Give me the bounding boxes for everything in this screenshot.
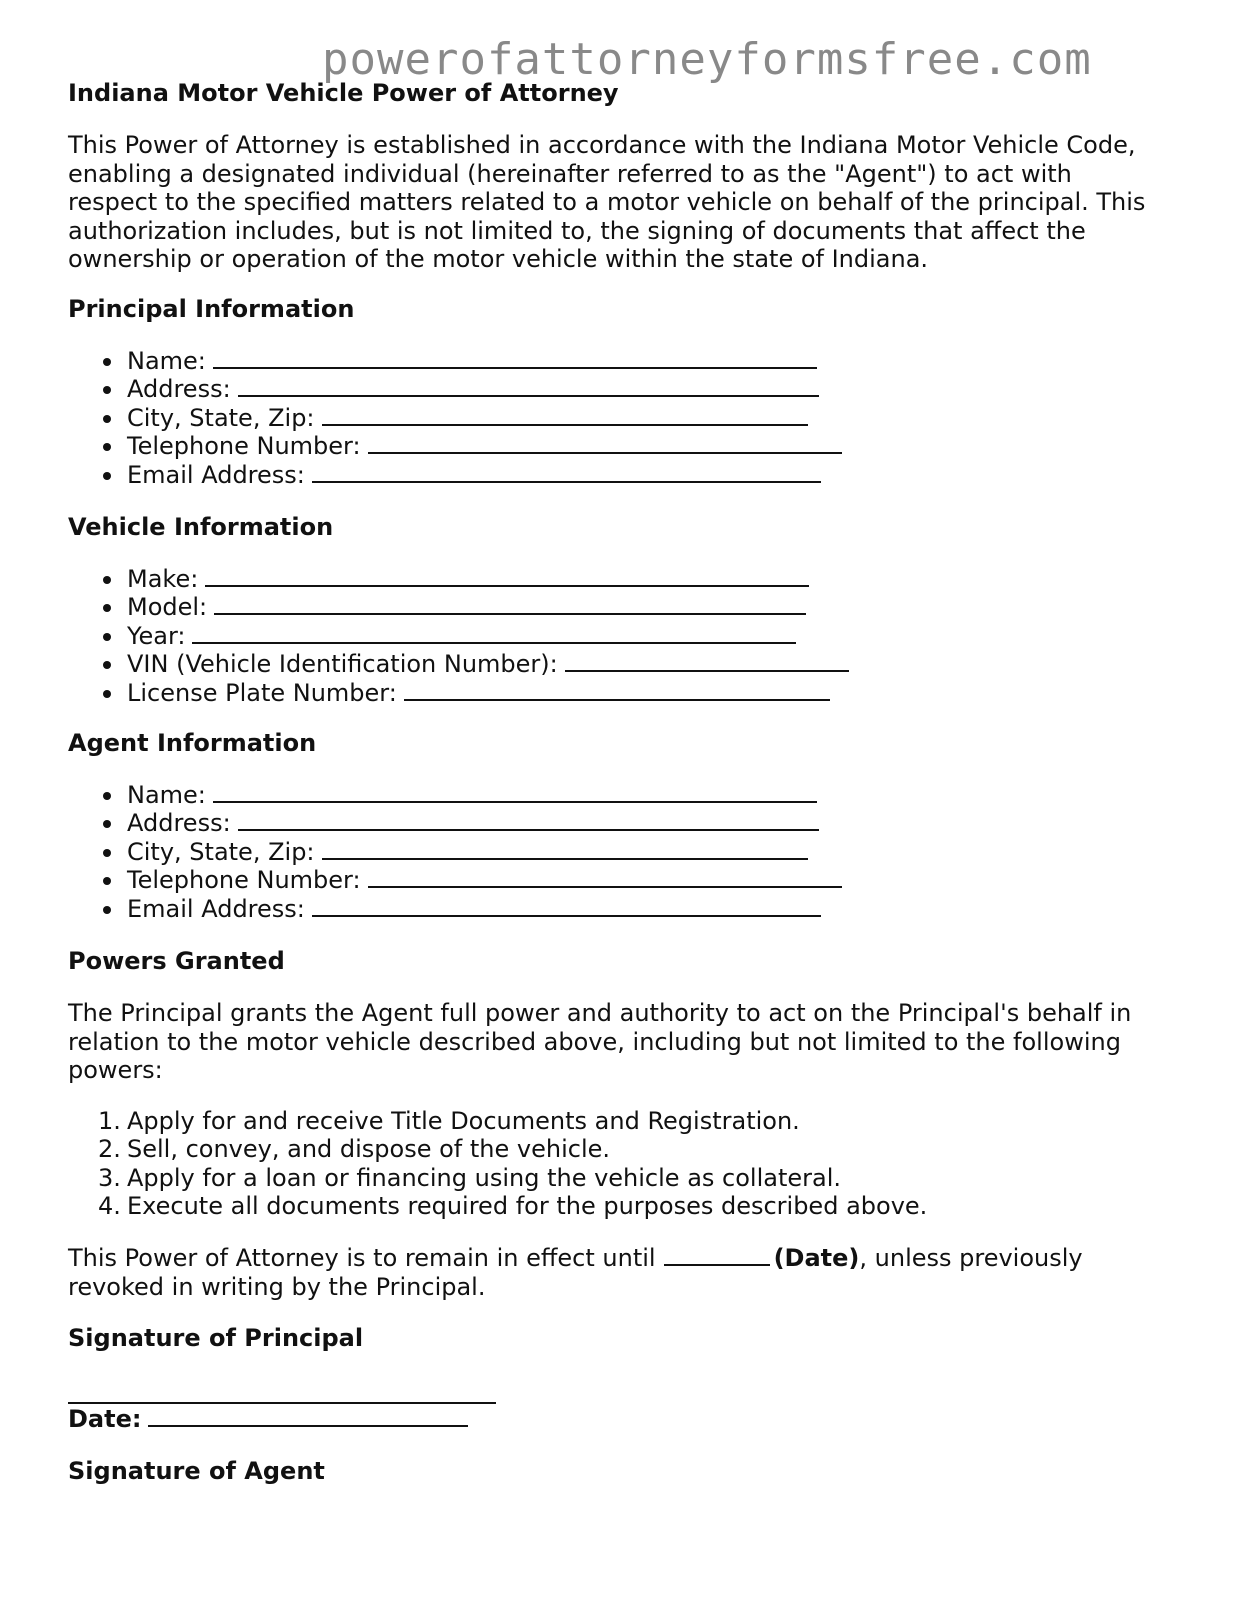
fill-line[interactable]: [312, 895, 821, 917]
agent-address-field[interactable]: Address:: [68, 809, 842, 837]
vehicle-vin-field[interactable]: VIN (Vehicle Identification Number):: [68, 650, 849, 678]
fill-line[interactable]: [214, 593, 806, 615]
fill-line[interactable]: [368, 432, 842, 454]
effect-date-blank[interactable]: [664, 1244, 770, 1266]
principal-email-field[interactable]: Email Address:: [68, 461, 842, 489]
vehicle-plate-field[interactable]: License Plate Number:: [68, 679, 849, 707]
agent-signature-heading: Signature of Agent: [68, 1457, 325, 1485]
principal-city-field[interactable]: City, State, Zip:: [68, 404, 842, 432]
document-title: Indiana Motor Vehicle Power of Attorney: [68, 79, 619, 107]
fill-line[interactable]: [238, 375, 819, 397]
principal-signature-line[interactable]: [68, 1402, 496, 1404]
vehicle-year-field[interactable]: Year:: [68, 622, 849, 650]
fill-line[interactable]: [205, 565, 809, 587]
fill-line[interactable]: [192, 622, 796, 644]
vehicle-fields-list: [68, 565, 849, 707]
agent-phone-field[interactable]: Telephone Number:: [68, 866, 842, 894]
principal-name-field[interactable]: Name:: [68, 347, 842, 375]
fill-line[interactable]: [312, 461, 821, 483]
agent-heading: Agent Information: [68, 729, 317, 757]
powers-paragraph: The Principal grants the Agent full power and authority to act on the Principal's behalf in relation to the motor vehicle described above, including but not limited to the following powers:: [68, 999, 1132, 1085]
vehicle-heading: Vehicle Information: [68, 513, 334, 541]
intro-paragraph: This Power of Attorney is established in accordance with the Indiana Motor Vehicle Code, enabling a designated individual (hereinafter referred to as the "Agent") to act with respect to the specified matters related to a motor vehicle on behalf of the principal. This authorization includes, but is not limited to, the signing of documents that affect the ownership or operation of the motor vehicle within the state of Indiana.: [68, 131, 1146, 274]
vehicle-make-field[interactable]: Make:: [68, 565, 849, 593]
powers-heading: Powers Granted: [68, 947, 285, 975]
agent-city-field[interactable]: City, State, Zip:: [68, 838, 842, 866]
principal-date-line[interactable]: [148, 1405, 468, 1427]
principal-phone-field[interactable]: Telephone Number:: [68, 432, 842, 460]
fill-line[interactable]: [213, 347, 817, 369]
principal-date-row: Date:: [68, 1405, 468, 1433]
power-item: 2. Sell, convey, and dispose of the vehicle.: [98, 1135, 610, 1164]
fill-line[interactable]: [322, 838, 808, 860]
vehicle-model-field[interactable]: Model:: [68, 593, 849, 621]
fill-line[interactable]: [565, 650, 849, 672]
effect-paragraph: This Power of Attorney is to remain in effect until (Date), unless previously revoked in writing by the Principal.: [68, 1244, 1083, 1301]
agent-fields-list: [68, 781, 842, 923]
agent-name-field[interactable]: Name:: [68, 781, 842, 809]
fill-line[interactable]: [368, 866, 842, 888]
power-item: 4. Execute all documents required for the purposes described above.: [98, 1192, 928, 1221]
principal-fields-list: [68, 347, 842, 489]
fill-line[interactable]: [213, 781, 817, 803]
fill-line[interactable]: [322, 404, 808, 426]
principal-signature-heading: Signature of Principal: [68, 1324, 364, 1352]
powers-list: [68, 1107, 927, 1221]
fill-line[interactable]: [238, 809, 819, 831]
principal-address-field[interactable]: Address:: [68, 375, 842, 403]
principal-heading: Principal Information: [68, 295, 355, 323]
power-item: 1. Apply for and receive Title Documents and Registration.: [98, 1107, 800, 1135]
power-item: 3. Apply for a loan or financing using the vehicle as collateral.: [98, 1163, 841, 1192]
fill-line[interactable]: [404, 679, 830, 701]
agent-email-field[interactable]: Email Address:: [68, 895, 842, 923]
watermark: powerofattorneyformsfree.com: [322, 34, 1092, 85]
